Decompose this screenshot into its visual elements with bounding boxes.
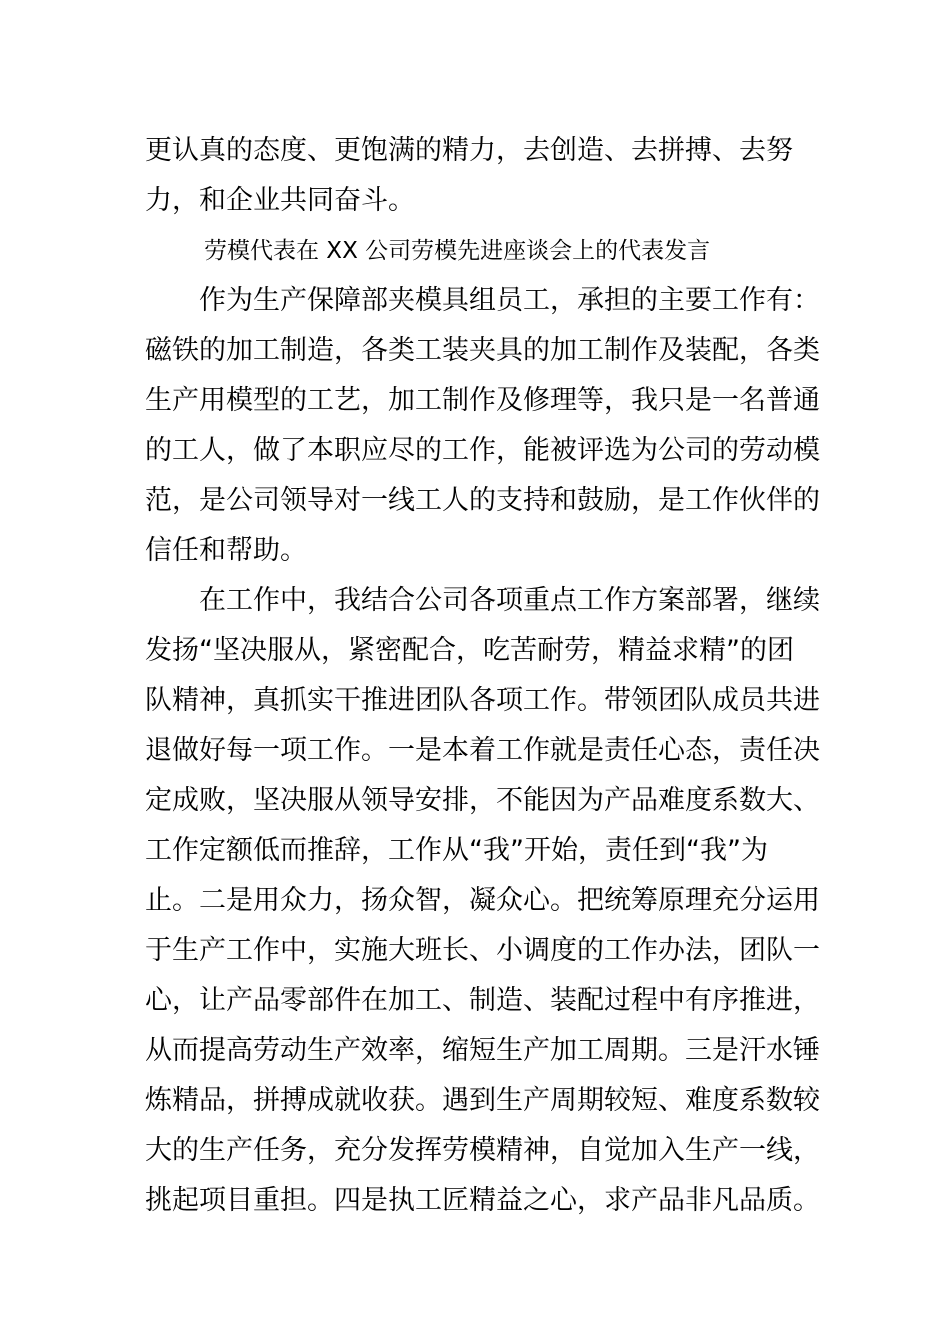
paragraph-1 <box>145 276 820 576</box>
paragraph-line: 范，是公司领导对一线工人的支持和鼓励，是工作伙伴的 <box>145 485 820 516</box>
paragraph-line: 心，让产品零部件在加工、制造、装配过程中有序推进， <box>145 985 820 1016</box>
paragraph-line: 炼精品，拼搏成就收获。遇到生产周期较短、难度系数较 <box>145 1085 820 1116</box>
paragraph-line: 的工人，做了本职应尽的工作，能被评选为公司的劳动模 <box>145 435 820 466</box>
paragraph-line: 挑起项目重担。四是执工匠精益之心，求产品非凡品质。 <box>145 1185 820 1216</box>
paragraph-line: 大的生产任务，充分发挥劳模精神，自觉加入生产一线， <box>145 1135 820 1166</box>
paragraph-line: 队精神，真抓实干推进团队各项工作。带领团队成员共进 <box>145 685 820 716</box>
paragraph-line: 信任和帮助。 <box>145 535 307 566</box>
paragraph-line: 工作定额低而推辞，工作从“我”开始，责任到“我”为 <box>145 835 768 866</box>
paragraph-line: 生产用模型的工艺，加工制作及修理等，我只是一名普通 <box>145 385 820 416</box>
paragraph-line: 磁铁的加工制造，各类工装夹具的加工制作及装配，各类 <box>145 335 820 366</box>
paragraph-line: 作为生产保障部夹模具组员工，承担的主要工作有： <box>199 285 820 316</box>
continuation-paragraph <box>145 126 810 226</box>
paragraph-line: 在工作中，我结合公司各项重点工作方案部署，继续 <box>199 585 820 616</box>
paragraph-line: 于生产工作中，实施大班长、小调度的工作办法，团队一 <box>145 935 820 966</box>
paragraph-line: 退做好每一项工作。一是本着工作就是责任心态，责任决 <box>145 735 820 766</box>
paragraph-line: 更认真的态度、更饱满的精力，去创造、去拼搏、去努 <box>145 135 793 166</box>
paragraph-line: 止。二是用众力，扬众智，凝众心。把统筹原理充分运用 <box>145 885 820 916</box>
speech-title: 劳模代表在 XX 公司劳模先进座谈会上的代表发言 <box>204 238 711 264</box>
paragraph-2 <box>145 576 820 1226</box>
paragraph-line: 从而提高劳动生产效率，缩短生产加工周期。三是汗水锤 <box>145 1035 820 1066</box>
paragraph-line: 发扬“坚决服从，紧密配合，吃苦耐劳，精益求精”的团 <box>145 635 794 666</box>
paragraph-line: 定成败，坚决服从领导安排，不能因为产品难度系数大、 <box>145 785 820 816</box>
paragraph-line: 力，和企业共同奋斗。 <box>145 185 415 216</box>
